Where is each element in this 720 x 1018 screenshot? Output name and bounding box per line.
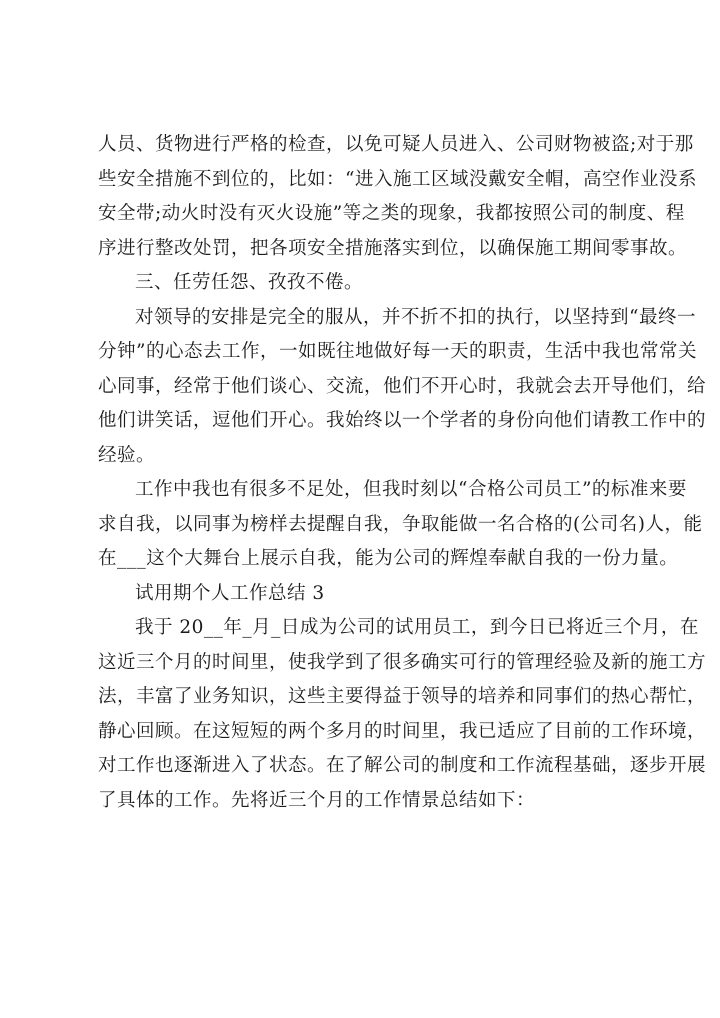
section-heading: 三、任劳任怨、孜孜不倦。 — [135, 272, 364, 293]
text-line: 对工作也逐渐进入了状态。在了解公司的制度和工作流程基础，逐步开展 — [98, 755, 707, 776]
document-body — [98, 128, 707, 818]
text-line: 他们讲笑话，逗他们开心。我始终以一个学者的身份向他们请教工作中的 — [98, 410, 707, 431]
text-line: 人员、货物进行严格的检查，以免可疑人员进入、公司财物被盗;对于那 — [98, 134, 694, 155]
text-line: 在___这个大舞台上展示自我，能为公司的辉煌奉献自我的一份力量。 — [98, 548, 679, 569]
text-line: 序进行整改处罚，把各项安全措施落实到位，以确保施工期间零事故。 — [98, 237, 688, 259]
section-title: 试用期个人工作总结 3 — [135, 582, 325, 604]
text-line: 法，丰富了业务知识，这些主要得益于领导的培养和同事们的热心帮忙， — [98, 686, 707, 707]
text-line: 心同事，经常于他们谈心、交流，他们不开心时，我就会去开导他们，给 — [98, 375, 707, 397]
text-line: 静心回顾。在这短短的两个多月的时间里，我已适应了目前的工作环境， — [98, 720, 707, 742]
text-line: 了具体的工作。先将近三个月的工作情景总结如下： — [98, 789, 536, 811]
text-line: 工作中我也有很多不足处，但我时刻以“合格公司员工”的标准来要 — [135, 479, 687, 500]
text-line: 分钟”的心态去工作，一如既往地做好每一天的职责，生活中我也常常关 — [98, 341, 697, 362]
text-line: 些安全措施不到位的，比如：“进入施工区域没戴安全帽，高空作业没系 — [98, 168, 697, 190]
text-line: 安全带;动火时没有灭火设施”等之类的现象，我都按照公司的制度、程 — [98, 203, 685, 224]
text-line: 经验。 — [98, 444, 156, 466]
text-line: 对领导的安排是完全的服从，并不折不扣的执行，以坚持到“最终一 — [135, 306, 696, 328]
text-line: 这近三个月的时间里，使我学到了很多确实可行的管理经验及新的施工方 — [98, 651, 707, 673]
text-line: 求自我，以同事为榜样去提醒自我，争取能做一名合格的(公司名)人，能 — [98, 513, 703, 535]
text-line: 我于 20__年_月_日成为公司的试用员工，到今日已将近三个月，在 — [135, 617, 699, 638]
